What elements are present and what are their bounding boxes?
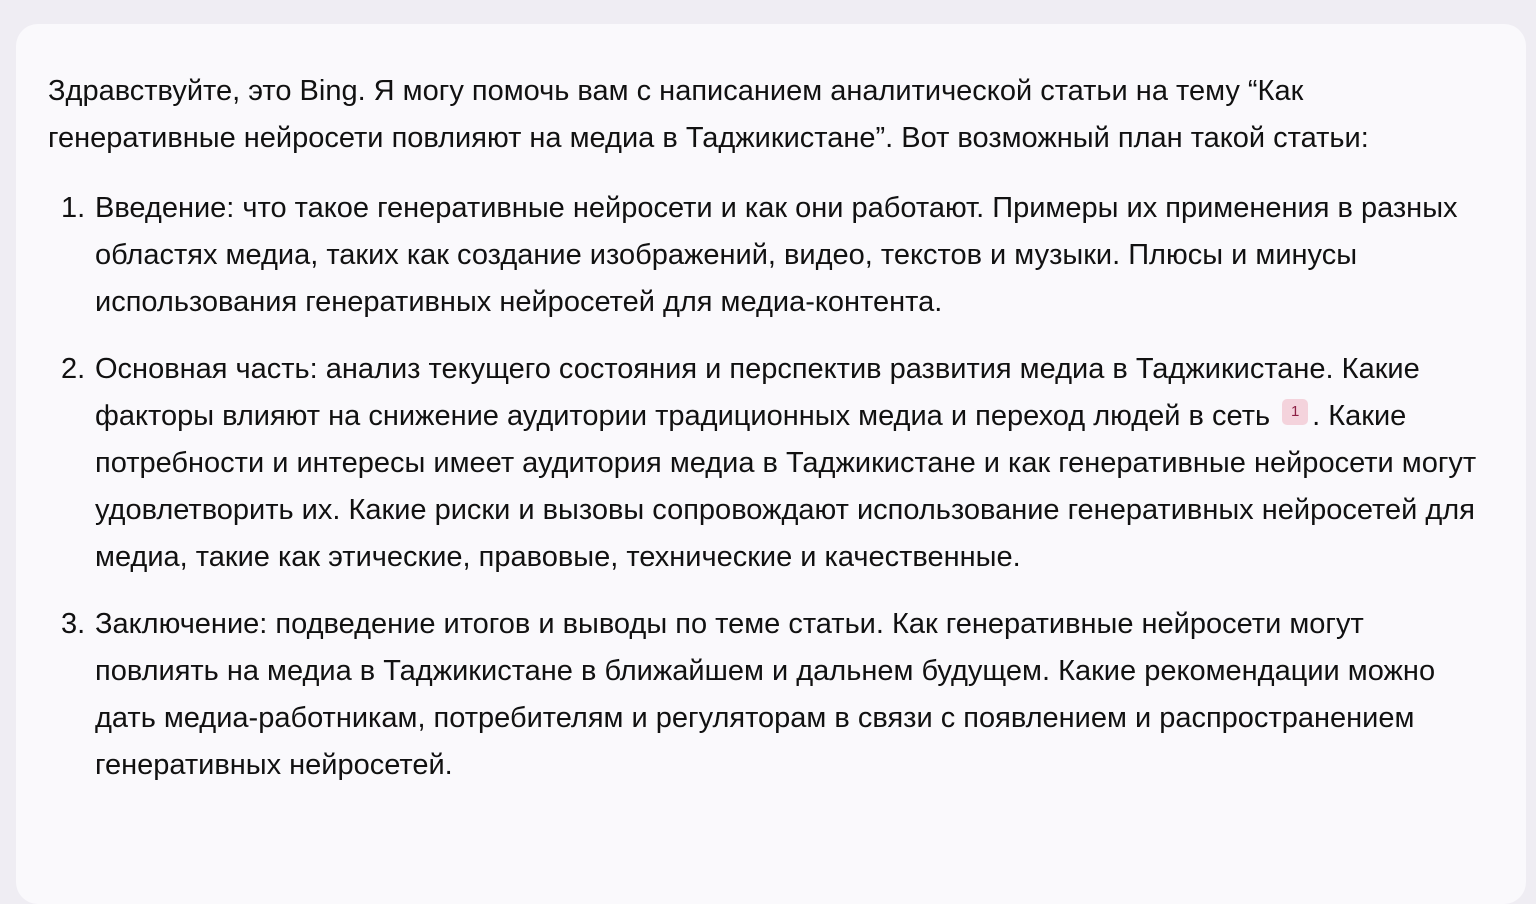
list-item-text: Заключение: подведение итогов и выводы по теме статьи. Как генеративные нейросети могут повлиять на медиа в Таджикистане в ближайшем и дальнем будущем. Какие рекомендации можно дать медиа-работникам, потребителям и регуляторам в связи с появлением и распространением генеративных нейросетей.	[95, 608, 1436, 781]
list-item	[48, 601, 1492, 789]
list-item-number: 3.	[61, 608, 86, 640]
chat-message-card	[16, 24, 1526, 904]
list-item-text: Основная часть: анализ текущего состояния и перспектив развития медиа в Таджикистане. Какие факторы влияют на снижение аудитории традиционных медиа и переход людей в сеть	[95, 353, 1420, 432]
article-plan-list	[48, 185, 1492, 789]
list-item-number: 2.	[61, 353, 86, 385]
list-item	[48, 346, 1492, 581]
list-item-text: Введение: что такое генеративные нейросети и как они работают. Примеры их применения в разных областях медиа, таких как создание изображений, видео, текстов и музыки. Плюсы и минусы использования генеративных нейросетей для медиа-контента.	[95, 192, 1458, 318]
list-item	[48, 185, 1492, 326]
message-intro: Здравствуйте, это Bing. Я могу помочь вам с написанием аналитической статьи на тему “Как генеративные нейросети повлияют на медиа в Таджикистане”. Вот возможный план такой статьи:	[48, 75, 1369, 154]
citation-badge[interactable]: 1	[1282, 399, 1308, 425]
list-item-number: 1.	[61, 192, 86, 224]
list-item-text-continued: . Какие потребности и интересы имеет аудитория медиа в Таджикистане и как генеративные нейросети могут удовлетворить их. Какие риски и вызовы сопровождают использование генеративных нейросетей для медиа, такие как этические, правовые, технические и качественные.	[95, 400, 1477, 573]
